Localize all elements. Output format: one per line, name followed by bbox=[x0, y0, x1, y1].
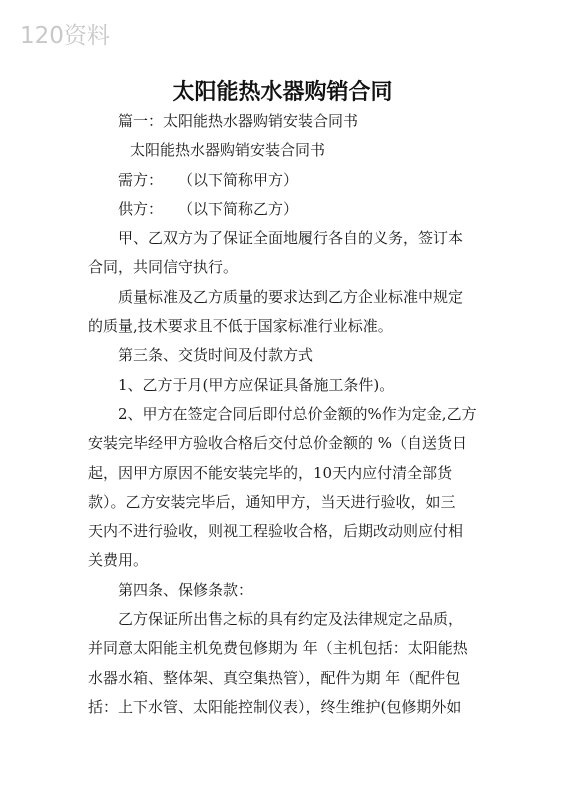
body-line: 水器水箱、整体架、真空集热管），配件为期 年（配件包 bbox=[88, 668, 461, 687]
body-line: 括：上下水管、太阳能控制仪表），终生维护(包修期外如 bbox=[88, 697, 462, 716]
body-line: 第四条、保修条款： bbox=[118, 580, 254, 599]
body-line: 天内不进行验收，则视工程验收合格，后期改动则应付相 bbox=[88, 522, 464, 541]
body-line: 甲、乙双方为了保证全面地履行各自的义务，签订本 bbox=[118, 229, 464, 248]
body-line: 篇一：太阳能热水器购销安装合同书 bbox=[118, 112, 359, 130]
body-line: 质量标准及乙方质量的要求达到乙方企业标准中规定 bbox=[118, 287, 464, 306]
document-title: 太阳能热水器购销合同 bbox=[172, 80, 393, 105]
body-line: 安装完毕经甲方验收合格后交付总价金额的 %（自送货日 bbox=[88, 434, 468, 453]
body-line: 第三条、交货时间及付款方式 bbox=[118, 346, 314, 365]
body-line: 需方： （以下简称甲方） bbox=[118, 170, 299, 189]
document-body bbox=[88, 107, 488, 722]
body-line: 的质量,技术要求且不低于国家标准行业标准。 bbox=[88, 317, 393, 336]
body-line: 合同，共同信守执行。 bbox=[88, 258, 239, 277]
body-line: 起，因甲方原因不能安装完毕的，10天内应付清全部货 bbox=[88, 463, 453, 482]
body-line: 2、甲方在签定合同后即付总价金额的%作为定金,乙方 bbox=[118, 404, 477, 423]
watermark-logo: 120资料 bbox=[20, 23, 110, 49]
body-line: 关费用。 bbox=[88, 551, 149, 570]
body-line: 款）。乙方安装完毕后，通知甲方，当天进行验收，如三 bbox=[88, 492, 456, 511]
body-line: 供方： （以下简称乙方） bbox=[118, 199, 299, 218]
body-line: 乙方保证所出售之标的具有约定及法律规定之品质， bbox=[118, 610, 464, 629]
body-line: 太阳能热水器购销安装合同书 bbox=[130, 141, 326, 160]
body-line: 1、乙方于月(甲方应保证具备施工条件)。 bbox=[118, 375, 395, 394]
body-line: 并同意太阳能主机免费包修期为 年（主机包括：太阳能热 bbox=[88, 639, 468, 658]
